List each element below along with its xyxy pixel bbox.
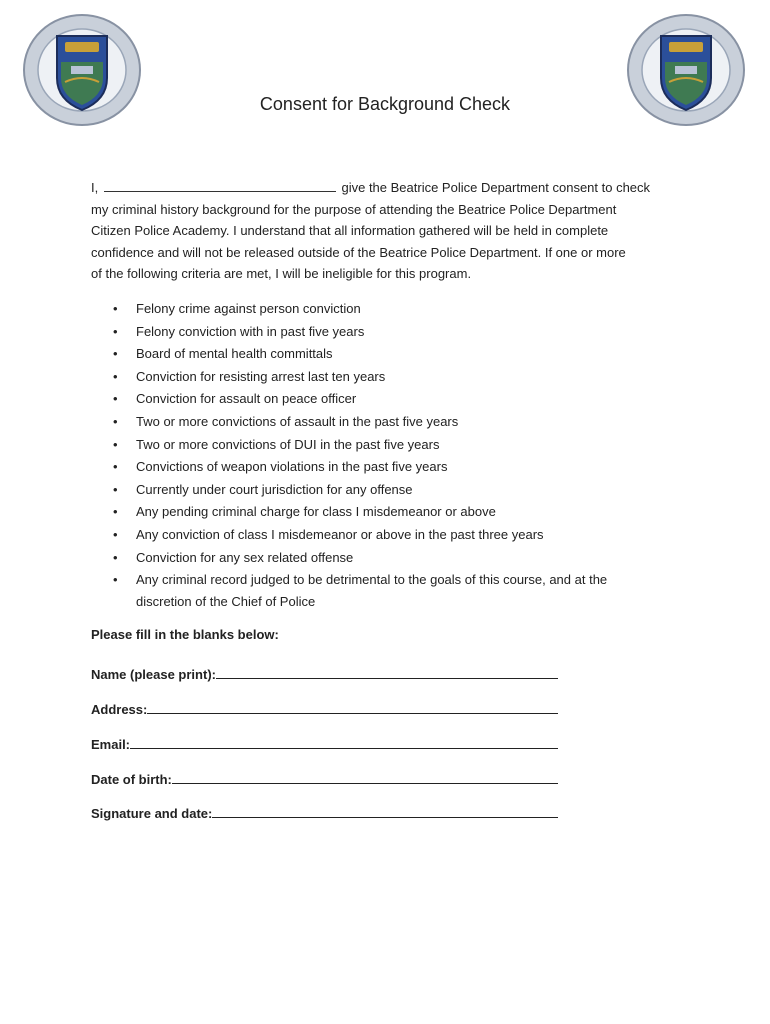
consent-name-blank[interactable]	[104, 177, 336, 192]
bullet-icon: •	[113, 346, 118, 362]
criteria-item: • Felony conviction with in past five years	[136, 321, 676, 344]
criteria-item: • Board of mental health committals	[136, 343, 676, 366]
date-of-birth-blank-line[interactable]	[172, 782, 558, 784]
consent-line-3: Citizen Police Academy. I understand that all information gathered will be held in complete	[91, 223, 609, 239]
bullet-icon: •	[113, 323, 118, 339]
address-label: Address:	[91, 702, 148, 717]
bullet-icon: •	[113, 481, 118, 497]
consent-paragraph	[91, 177, 681, 285]
form-heading: Please fill in the blanks below:	[91, 627, 279, 642]
criteria-item: • Conviction for assault on peace officer	[136, 388, 676, 411]
bullet-icon: •	[113, 549, 118, 565]
criteria-list	[113, 298, 676, 612]
criteria-item: • Felony crime against person conviction	[136, 298, 676, 321]
criteria-item: • Any criminal record judged to be detrimental to the goals of this course, and at the discretion of the Chief of Police	[136, 569, 676, 612]
criteria-item: • Conviction for resisting arrest last ten years	[136, 366, 676, 389]
address-field[interactable]	[91, 697, 558, 717]
date-of-birth-field[interactable]	[91, 767, 558, 787]
bullet-icon: •	[113, 572, 118, 588]
bullet-icon: •	[113, 436, 118, 452]
name-field[interactable]	[91, 662, 558, 682]
consent-line-4: confidence and will not be released outside of the Beatrice Police Department. If one or more	[91, 244, 626, 260]
email-label: Email:	[91, 737, 131, 752]
bullet-icon: •	[113, 504, 118, 520]
criteria-item: • Any pending criminal charge for class I misdemeanor or above	[136, 501, 676, 524]
email-blank-line[interactable]	[130, 747, 558, 749]
bullet-icon: •	[113, 391, 118, 407]
email-field[interactable]	[91, 732, 558, 752]
bullet-icon: •	[113, 459, 118, 475]
criteria-item: • Two or more convictions of DUI in the past five years	[136, 434, 676, 457]
criteria-item: • Currently under court jurisdiction for any offense	[136, 479, 676, 502]
address-blank-line[interactable]	[147, 712, 558, 714]
consent-line-2: my criminal history background for the purpose of attending the Beatrice Police Department	[91, 201, 617, 217]
criteria-item: • Convictions of weapon violations in the past five years	[136, 456, 676, 479]
signature-blank-line[interactable]	[212, 816, 558, 818]
consent-prefix: I,	[91, 180, 99, 195]
name-blank-line[interactable]	[216, 677, 558, 679]
criteria-item: • Two or more convictions of assault in the past five years	[136, 411, 676, 434]
name-label: Name (please print):	[91, 667, 216, 682]
signature-field[interactable]	[91, 801, 558, 821]
criteria-item: • Any conviction of class I misdemeanor or above in the past three years	[136, 524, 676, 547]
bullet-icon: •	[113, 301, 118, 316]
bullet-icon: •	[113, 368, 118, 384]
consent-line-1	[91, 177, 681, 199]
date-of-birth-label: Date of birth:	[91, 772, 172, 787]
bullet-icon: •	[113, 413, 118, 429]
bullet-icon: •	[113, 526, 118, 542]
signature-label: Signature and date:	[91, 806, 213, 821]
consent-line-5: of the following criteria are met, I will be ineligible for this program.	[91, 266, 472, 282]
consent-line-1-text: give the Beatrice Police Department consent to check	[341, 180, 651, 195]
page-title: Consent for Background Check	[259, 94, 511, 114]
criteria-item: • Conviction for any sex related offense	[136, 547, 676, 570]
